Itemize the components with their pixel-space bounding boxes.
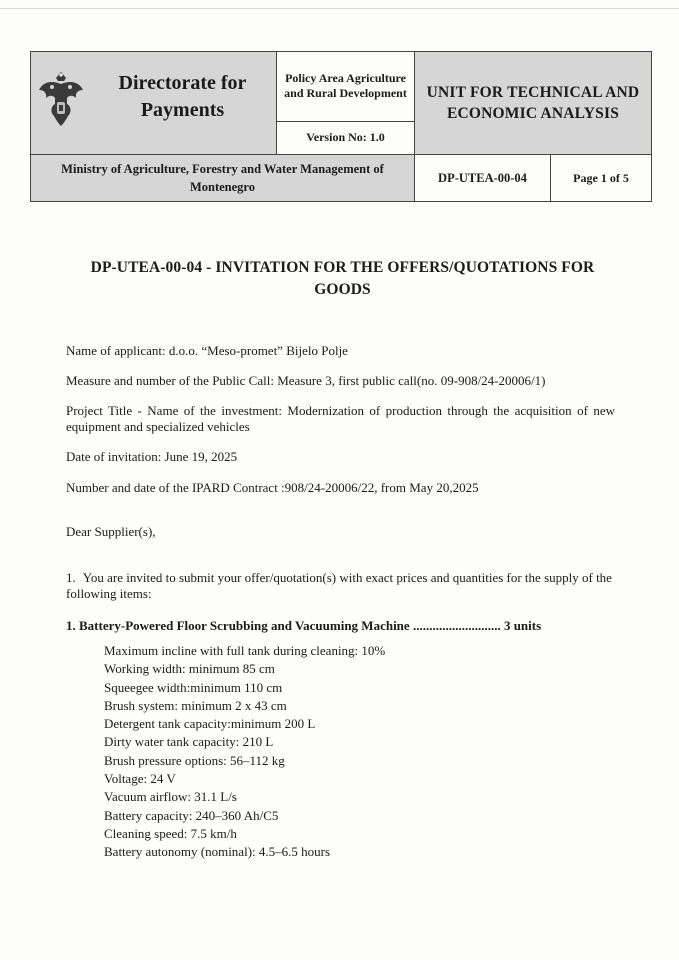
org-cell xyxy=(31,52,277,155)
org-name: Directorate for Payments xyxy=(118,72,247,121)
applicant-name: Name of applicant: d.o.o. “Meso-promet” Bijelo Polje xyxy=(66,343,348,358)
spec-line: Dirty water tank capacity: 210 L xyxy=(104,734,274,750)
greeting: Dear Supplier(s), xyxy=(66,524,156,539)
version-number: Version No: 1.0 xyxy=(277,121,415,154)
paragraph-number: 1. xyxy=(66,570,76,585)
spec-line: Brush system: minimum 2 x 43 cm xyxy=(104,697,287,713)
item-quantity: 3 units xyxy=(503,618,542,633)
document-code: DP-UTEA-00-04 xyxy=(415,155,551,202)
spec-line: Voltage: 24 V xyxy=(104,771,176,787)
spec-line: Battery autonomy (nominal): 4.5–6.5 hours xyxy=(104,844,331,860)
policy-area: Policy Area Agriculture and Rural Development xyxy=(277,52,415,122)
spec-line: Working width: minimum 85 cm xyxy=(104,661,275,677)
spec-line: Vacuum airflow: 31.1 L/s xyxy=(104,789,237,805)
item-leader-dots: ........................... xyxy=(412,618,501,633)
document-header xyxy=(30,51,651,203)
paragraph-text: You are invited to submit your offer/quotation(s) with exact prices and quantities for the supply of the following items: xyxy=(66,570,612,601)
ipard-contract: Number and date of the IPARD Contract :908/24-20006/22, from May 20,2025 xyxy=(66,480,479,495)
item-heading xyxy=(66,618,586,634)
invitation-date: Date of invitation: June 19, 2025 xyxy=(66,449,238,464)
coat-of-arms-icon xyxy=(37,70,85,128)
unit-name: UNIT FOR TECHNICAL AND ECONOMIC ANALYSIS xyxy=(415,52,652,155)
invitation-paragraph xyxy=(66,570,615,602)
spec-line: Detergent tank capacity:minimum 200 L xyxy=(104,716,316,732)
public-call-measure: Measure and number of the Public Call: Measure 3, first public call(no. 09-908/24-20006/1) xyxy=(66,373,546,388)
header-table xyxy=(30,51,652,202)
item-name: 1. Battery-Powered Floor Scrubbing and Vacuuming Machine xyxy=(66,618,410,633)
project-title: Project Title - Name of the investment: Modernization of production through the acquisition of new equipment and specialized vehicles xyxy=(66,403,615,434)
document-title: DP-UTEA-00-04 - INVITATION FOR THE OFFERS/QUOTATIONS FOR GOODS xyxy=(90,259,595,298)
item-specifications xyxy=(104,642,385,862)
spec-line: Brush pressure options: 56–112 kg xyxy=(104,752,285,768)
ministry-name: Ministry of Agriculture, Forestry and Water Management of Montenegro xyxy=(31,155,415,202)
spec-line: Battery capacity: 240–360 Ah/C5 xyxy=(104,807,279,823)
page-number: Page 1 of 5 xyxy=(551,155,652,202)
spec-line: Cleaning speed: 7.5 km/h xyxy=(104,825,237,841)
page-top-edge xyxy=(0,8,679,9)
spec-line: Maximum incline with full tank during cleaning: 10% xyxy=(104,643,386,658)
spec-line: Squeegee width:minimum 110 cm xyxy=(104,679,283,695)
